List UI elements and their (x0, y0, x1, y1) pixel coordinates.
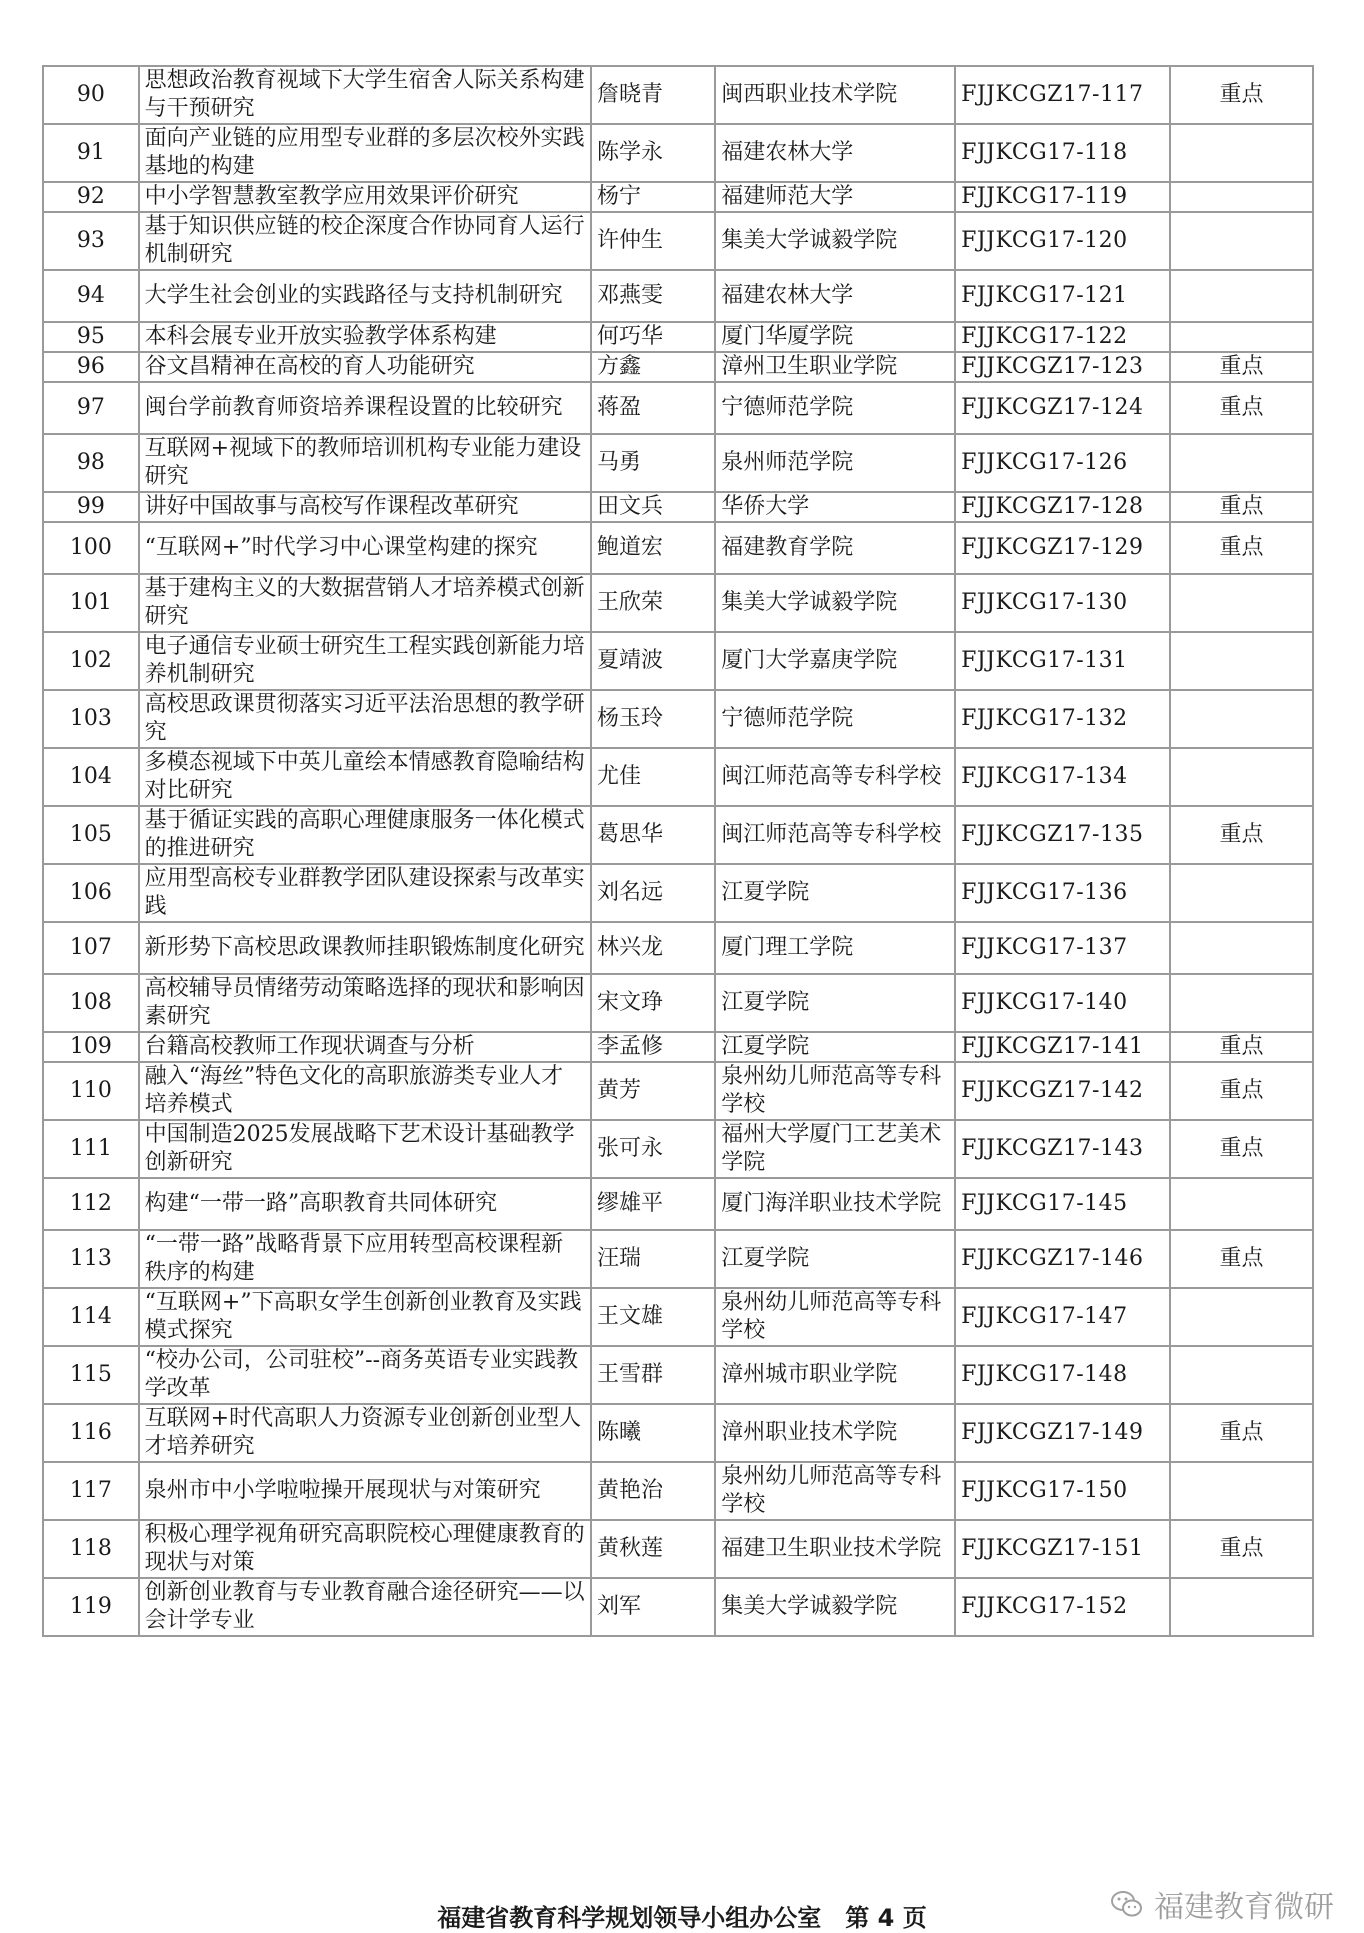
institution: 闽江师范高等专科学校 (715, 748, 955, 806)
project-type (1170, 574, 1313, 632)
project-code: FJJKCG17-150 (955, 1462, 1170, 1520)
project-type (1170, 124, 1313, 182)
project-title: “一带一路”战略背景下应用转型高校课程新秩序的构建 (139, 1230, 591, 1288)
table-row (43, 522, 1313, 574)
project-title: 高校思政课贯彻落实习近平法治思想的教学研究 (139, 690, 591, 748)
institution: 福建农林大学 (715, 124, 955, 182)
project-code: FJJKCG17-132 (955, 690, 1170, 748)
project-type (1170, 690, 1313, 748)
institution: 江夏学院 (715, 974, 955, 1032)
leader-name: 汪瑞 (591, 1230, 715, 1288)
project-code: FJJKCGZ17-123 (955, 352, 1170, 382)
table-row (43, 66, 1313, 124)
row-number: 112 (43, 1178, 139, 1230)
project-code: FJJKCG17-118 (955, 124, 1170, 182)
row-number: 98 (43, 434, 139, 492)
row-number: 109 (43, 1032, 139, 1062)
institution: 宁德师范学院 (715, 382, 955, 434)
row-number: 90 (43, 66, 139, 124)
project-title: 创新创业教育与专业教育融合途径研究——以会计学专业 (139, 1578, 591, 1636)
leader-name: 陈曦 (591, 1404, 715, 1462)
table-row (43, 270, 1313, 322)
leader-name: 王文雄 (591, 1288, 715, 1346)
project-type (1170, 434, 1313, 492)
row-number: 97 (43, 382, 139, 434)
leader-name: 杨宁 (591, 182, 715, 212)
project-title: 面向产业链的应用型专业群的多层次校外实践基地的构建 (139, 124, 591, 182)
project-title: 中国制造2025发展战略下艺术设计基础教学创新研究 (139, 1120, 591, 1178)
project-code: FJJKCGZ17-128 (955, 492, 1170, 522)
project-title: 基于循证实践的高职心理健康服务一体化模式的推进研究 (139, 806, 591, 864)
leader-name: 张可永 (591, 1120, 715, 1178)
project-type: 重点 (1170, 1120, 1313, 1178)
leader-name: 刘军 (591, 1578, 715, 1636)
row-number: 114 (43, 1288, 139, 1346)
project-title: 思想政治教育视域下大学生宿舍人际关系构建与干预研究 (139, 66, 591, 124)
project-code: FJJKCGZ17-135 (955, 806, 1170, 864)
page-number: 第 4 页 (845, 1904, 927, 1932)
leader-name: 王雪群 (591, 1346, 715, 1404)
institution: 福建卫生职业技术学院 (715, 1520, 955, 1578)
table-row (43, 182, 1313, 212)
table-row (43, 124, 1313, 182)
institution: 福建教育学院 (715, 522, 955, 574)
project-type (1170, 974, 1313, 1032)
project-code: FJJKCG17-131 (955, 632, 1170, 690)
table-row (43, 434, 1313, 492)
institution: 江夏学院 (715, 1230, 955, 1288)
project-code: FJJKCG17-120 (955, 212, 1170, 270)
leader-name: 马勇 (591, 434, 715, 492)
row-number: 99 (43, 492, 139, 522)
row-number: 94 (43, 270, 139, 322)
project-type (1170, 1346, 1313, 1404)
project-code: FJJKCGZ17-142 (955, 1062, 1170, 1120)
row-number: 118 (43, 1520, 139, 1578)
project-code: FJJKCGZ17-117 (955, 66, 1170, 124)
project-code: FJJKCGZ17-149 (955, 1404, 1170, 1462)
row-number: 113 (43, 1230, 139, 1288)
row-number: 117 (43, 1462, 139, 1520)
row-number: 105 (43, 806, 139, 864)
institution: 江夏学院 (715, 1032, 955, 1062)
project-code: FJJKCGZ17-141 (955, 1032, 1170, 1062)
project-title: 高校辅导员情绪劳动策略选择的现状和影响因素研究 (139, 974, 591, 1032)
project-code: FJJKCG17-136 (955, 864, 1170, 922)
project-code: FJJKCG17-121 (955, 270, 1170, 322)
wechat-icon (1110, 1889, 1144, 1919)
project-type: 重点 (1170, 1404, 1313, 1462)
row-number: 92 (43, 182, 139, 212)
table-row (43, 1520, 1313, 1578)
project-title: 基于知识供应链的校企深度合作协同育人运行机制研究 (139, 212, 591, 270)
row-number: 108 (43, 974, 139, 1032)
table-row (43, 922, 1313, 974)
table-row (43, 1462, 1313, 1520)
table-row (43, 322, 1313, 352)
institution: 泉州幼儿师范高等专科学校 (715, 1062, 955, 1120)
project-title: 讲好中国故事与高校写作课程改革研究 (139, 492, 591, 522)
row-number: 102 (43, 632, 139, 690)
row-number: 116 (43, 1404, 139, 1462)
leader-name: 王欣荣 (591, 574, 715, 632)
institution: 厦门理工学院 (715, 922, 955, 974)
project-title: 构建“一带一路”高职教育共同体研究 (139, 1178, 591, 1230)
institution: 福州大学厦门工艺美术学院 (715, 1120, 955, 1178)
project-code: FJJKCG17-148 (955, 1346, 1170, 1404)
leader-name: 田文兵 (591, 492, 715, 522)
project-type: 重点 (1170, 806, 1313, 864)
row-number: 111 (43, 1120, 139, 1178)
table-row (43, 212, 1313, 270)
project-code: FJJKCGZ17-143 (955, 1120, 1170, 1178)
project-type (1170, 1462, 1313, 1520)
institution: 福建农林大学 (715, 270, 955, 322)
project-type: 重点 (1170, 1520, 1313, 1578)
project-code: FJJKCG17-119 (955, 182, 1170, 212)
project-type (1170, 270, 1313, 322)
row-number: 103 (43, 690, 139, 748)
table-row (43, 1404, 1313, 1462)
institution: 漳州城市职业学院 (715, 1346, 955, 1404)
row-number: 93 (43, 212, 139, 270)
office-name: 福建省教育科学规划领导小组办公室 (437, 1904, 822, 1932)
leader-name: 李孟修 (591, 1032, 715, 1062)
project-type: 重点 (1170, 1032, 1313, 1062)
row-number: 96 (43, 352, 139, 382)
project-code: FJJKCG17-137 (955, 922, 1170, 974)
table-row (43, 632, 1313, 690)
project-type (1170, 1178, 1313, 1230)
institution: 厦门大学嘉庚学院 (715, 632, 955, 690)
table-row (43, 806, 1313, 864)
institution: 集美大学诚毅学院 (715, 574, 955, 632)
table-row (43, 1120, 1313, 1178)
project-title: 中小学智慧教室教学应用效果评价研究 (139, 182, 591, 212)
institution: 泉州幼儿师范高等专科学校 (715, 1462, 955, 1520)
project-title: 多模态视域下中英儿童绘本情感教育隐喻结构对比研究 (139, 748, 591, 806)
leader-name: 詹晓青 (591, 66, 715, 124)
leader-name: 尤佳 (591, 748, 715, 806)
institution: 泉州师范学院 (715, 434, 955, 492)
row-number: 106 (43, 864, 139, 922)
project-code: FJJKCG17-145 (955, 1178, 1170, 1230)
leader-name: 鲍道宏 (591, 522, 715, 574)
row-number: 91 (43, 124, 139, 182)
row-number: 110 (43, 1062, 139, 1120)
project-title: “校办公司，公司驻校”--商务英语专业实践教学改革 (139, 1346, 591, 1404)
leader-name: 黄秋莲 (591, 1520, 715, 1578)
leader-name: 陈学永 (591, 124, 715, 182)
institution: 漳州卫生职业学院 (715, 352, 955, 382)
project-title: 融入“海丝”特色文化的高职旅游类专业人才培养模式 (139, 1062, 591, 1120)
project-title: 闽台学前教育师资培养课程设置的比较研究 (139, 382, 591, 434)
institution: 集美大学诚毅学院 (715, 1578, 955, 1636)
project-type (1170, 922, 1313, 974)
leader-name: 宋文琤 (591, 974, 715, 1032)
project-type: 重点 (1170, 1062, 1313, 1120)
project-code: FJJKCG17-147 (955, 1288, 1170, 1346)
institution: 闽西职业技术学院 (715, 66, 955, 124)
project-title: 大学生社会创业的实践路径与支持机制研究 (139, 270, 591, 322)
project-title: 基于建构主义的大数据营销人才培养模式创新研究 (139, 574, 591, 632)
table-row (43, 1230, 1313, 1288)
leader-name: 黄芳 (591, 1062, 715, 1120)
leader-name: 杨玉玲 (591, 690, 715, 748)
project-type (1170, 212, 1313, 270)
project-title: 台籍高校教师工作现状调查与分析 (139, 1032, 591, 1062)
project-title: “互联网+”下高职女学生创新创业教育及实践模式探究 (139, 1288, 591, 1346)
table-row (43, 574, 1313, 632)
table-row (43, 690, 1313, 748)
project-code: FJJKCGZ17-124 (955, 382, 1170, 434)
leader-name: 刘名远 (591, 864, 715, 922)
institution: 漳州职业技术学院 (715, 1404, 955, 1462)
leader-name: 林兴龙 (591, 922, 715, 974)
institution: 江夏学院 (715, 864, 955, 922)
project-type (1170, 632, 1313, 690)
table-row (43, 1288, 1313, 1346)
table-row (43, 382, 1313, 434)
project-title: 积极心理学视角研究高职院校心理健康教育的现状与对策 (139, 1520, 591, 1578)
project-type (1170, 322, 1313, 352)
leader-name: 缪雄平 (591, 1178, 715, 1230)
project-code: FJJKCGZ17-151 (955, 1520, 1170, 1578)
project-type (1170, 1578, 1313, 1636)
institution: 泉州幼儿师范高等专科学校 (715, 1288, 955, 1346)
row-number: 100 (43, 522, 139, 574)
project-title: 电子通信专业硕士研究生工程实践创新能力培养机制研究 (139, 632, 591, 690)
project-code: FJJKCG17-122 (955, 322, 1170, 352)
project-type (1170, 864, 1313, 922)
leader-name: 蒋盈 (591, 382, 715, 434)
table-row (43, 492, 1313, 522)
table-row (43, 974, 1313, 1032)
institution: 厦门华厦学院 (715, 322, 955, 352)
watermark (1110, 1882, 1334, 1926)
row-number: 119 (43, 1578, 139, 1636)
institution: 宁德师范学院 (715, 690, 955, 748)
row-number: 107 (43, 922, 139, 974)
institution: 闽江师范高等专科学校 (715, 806, 955, 864)
project-code: FJJKCGZ17-146 (955, 1230, 1170, 1288)
table-row (43, 748, 1313, 806)
institution: 华侨大学 (715, 492, 955, 522)
project-type: 重点 (1170, 522, 1313, 574)
project-title: “互联网+”时代学习中心课堂构建的探究 (139, 522, 591, 574)
leader-name: 葛思华 (591, 806, 715, 864)
table-row (43, 1178, 1313, 1230)
project-type: 重点 (1170, 352, 1313, 382)
project-title: 谷文昌精神在高校的育人功能研究 (139, 352, 591, 382)
leader-name: 何巧华 (591, 322, 715, 352)
table-row (43, 1032, 1313, 1062)
institution: 福建师范大学 (715, 182, 955, 212)
row-number: 104 (43, 748, 139, 806)
project-table (42, 65, 1314, 1637)
leader-name: 邓燕雯 (591, 270, 715, 322)
project-code: FJJKCGZ17-129 (955, 522, 1170, 574)
leader-name: 许仲生 (591, 212, 715, 270)
project-title: 泉州市中小学啦啦操开展现状与对策研究 (139, 1462, 591, 1520)
table-row (43, 864, 1313, 922)
table-row (43, 352, 1313, 382)
project-title: 应用型高校专业群教学团队建设探索与改革实践 (139, 864, 591, 922)
project-type: 重点 (1170, 66, 1313, 124)
leader-name: 黄艳治 (591, 1462, 715, 1520)
project-title: 互联网+视域下的教师培训机构专业能力建设研究 (139, 434, 591, 492)
leader-name: 夏靖波 (591, 632, 715, 690)
project-title: 本科会展专业开放实验教学体系构建 (139, 322, 591, 352)
institution: 集美大学诚毅学院 (715, 212, 955, 270)
project-title: 互联网+时代高职人力资源专业创新创业型人才培养研究 (139, 1404, 591, 1462)
watermark-text: 福建教育微研 (1154, 1890, 1334, 1925)
project-code: FJJKCG17-130 (955, 574, 1170, 632)
table-row (43, 1062, 1313, 1120)
institution: 厦门海洋职业技术学院 (715, 1178, 955, 1230)
row-number: 115 (43, 1346, 139, 1404)
row-number: 95 (43, 322, 139, 352)
project-code: FJJKCG17-152 (955, 1578, 1170, 1636)
project-type: 重点 (1170, 492, 1313, 522)
project-type: 重点 (1170, 382, 1313, 434)
project-code: FJJKCG17-134 (955, 748, 1170, 806)
leader-name: 方鑫 (591, 352, 715, 382)
project-type: 重点 (1170, 1230, 1313, 1288)
table-row (43, 1346, 1313, 1404)
project-type (1170, 182, 1313, 212)
project-code: FJJKCG17-126 (955, 434, 1170, 492)
row-number: 101 (43, 574, 139, 632)
project-code: FJJKCG17-140 (955, 974, 1170, 1032)
project-title: 新形势下高校思政课教师挂职锻炼制度化研究 (139, 922, 591, 974)
project-type (1170, 748, 1313, 806)
table-row (43, 1578, 1313, 1636)
project-type (1170, 1288, 1313, 1346)
